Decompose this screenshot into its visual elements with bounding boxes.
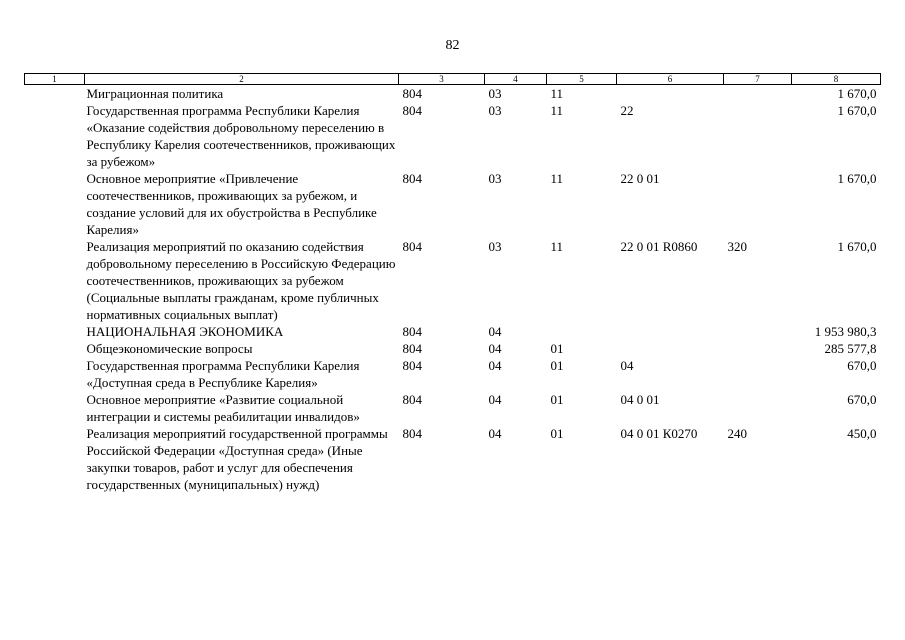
row-col-8: 1 670,0: [837, 239, 877, 254]
column-header-6: 6: [617, 74, 724, 85]
row-name: Государственная программа Республики Карелия «Доступная среда в Республике Карелия»: [86, 358, 360, 390]
row-col-8: 285 577,8: [824, 341, 877, 356]
row-col-5: 01: [550, 426, 564, 441]
row-col-1: [25, 238, 85, 323]
row-col-5: 11: [550, 86, 564, 101]
row-col-3: 804: [402, 171, 422, 186]
row-col-6: 04: [620, 358, 634, 373]
column-header-3: 3: [399, 74, 485, 85]
column-header-2: 2: [85, 74, 399, 85]
row-col-3: 804: [402, 341, 422, 356]
table-row: [25, 85, 881, 103]
row-name: Общеэкономические вопросы: [86, 341, 253, 356]
row-col-7: [724, 85, 792, 103]
row-col-6: 22 0 01 R0860: [620, 239, 698, 254]
row-col-6: 04 0 01 К0270: [620, 426, 698, 441]
row-col-8: 1 670,0: [837, 103, 877, 118]
row-col-6: [617, 340, 724, 357]
row-col-8: 450,0: [847, 426, 877, 441]
row-col-3: 804: [402, 239, 422, 254]
row-col-7: [724, 340, 792, 357]
row-name: Основное мероприятие «Привлечение соотечественников, проживающих за рубежом, и создание условий для их обустройства в Республике Карелия»: [86, 171, 377, 237]
row-col-3: 804: [402, 86, 422, 101]
row-col-8: 670,0: [847, 392, 877, 407]
row-name: НАЦИОНАЛЬНАЯ ЭКОНОМИКА: [86, 324, 284, 339]
row-col-8: 670,0: [847, 358, 877, 373]
row-col-1: [25, 85, 85, 103]
row-name: Миграционная политика: [86, 86, 224, 101]
table-row: [25, 238, 881, 323]
table-row: [25, 357, 881, 391]
row-col-1: [25, 102, 85, 170]
row-col-4: 04: [488, 426, 502, 441]
column-header-1: 1: [25, 74, 85, 85]
row-col-4: 04: [488, 358, 502, 373]
row-col-3: 804: [402, 392, 422, 407]
row-col-3: 804: [402, 103, 422, 118]
column-header-7: 7: [724, 74, 792, 85]
row-col-1: [25, 425, 85, 493]
row-col-1: [25, 170, 85, 238]
table-row: [25, 391, 881, 425]
column-header-5: 5: [547, 74, 617, 85]
row-col-3: 804: [402, 358, 422, 373]
row-col-8: 1 670,0: [837, 171, 877, 186]
row-col-6: [617, 323, 724, 340]
table-row: [25, 323, 881, 340]
page-number: 82: [445, 38, 460, 53]
row-col-3: 804: [402, 324, 422, 339]
row-col-1: [25, 357, 85, 391]
row-col-4: 04: [488, 341, 502, 356]
row-col-7: [724, 102, 792, 170]
row-col-1: [25, 340, 85, 357]
row-col-5: 01: [550, 358, 564, 373]
row-col-6: 04 0 01: [620, 392, 660, 407]
row-col-4: 03: [488, 86, 502, 101]
row-col-7: [724, 357, 792, 391]
row-col-6: [617, 85, 724, 103]
table-body: [25, 85, 881, 494]
row-name: Основное мероприятие «Развитие социальной интеграции и системы реабилитации инвалидов»: [86, 392, 360, 424]
row-col-1: [25, 323, 85, 340]
row-col-3: 804: [402, 426, 422, 441]
table-row: [25, 170, 881, 238]
column-header-8: 8: [792, 74, 881, 85]
row-col-7: [724, 170, 792, 238]
row-col-5: 11: [550, 171, 564, 186]
row-col-6: 22: [620, 103, 634, 118]
row-col-1: [25, 391, 85, 425]
row-col-4: 04: [488, 392, 502, 407]
row-name: Реализация мероприятий государственной программы Российской Федерации «Доступная среда» (Иные закупки товаров, работ и услуг для обеспечения государственных (муниципальных) нужд): [86, 426, 388, 492]
column-number-header-row: [25, 74, 881, 85]
row-col-4: 04: [488, 324, 502, 339]
row-col-5: [547, 323, 617, 340]
row-col-5: 11: [550, 103, 564, 118]
row-col-7: 240: [727, 426, 747, 441]
row-name: Реализация мероприятий по оказанию содействия добровольному переселению в Российскую Федерацию соотечественников, проживающих за рубежом (Социальные выплаты гражданам, кроме публичных нормативных социальных выплат): [86, 239, 396, 322]
row-col-8: 1 670,0: [837, 86, 877, 101]
row-col-8: 1 953 980,3: [814, 324, 877, 339]
budget-table: [24, 73, 881, 493]
column-header-4: 4: [485, 74, 547, 85]
row-col-5: 01: [550, 341, 564, 356]
row-col-4: 03: [488, 103, 502, 118]
table-row: [25, 102, 881, 170]
row-col-6: 22 0 01: [620, 171, 660, 186]
row-col-5: 11: [550, 239, 564, 254]
table-row: [25, 340, 881, 357]
row-name: Государственная программа Республики Карелия «Оказание содействия добровольному переселению в Республику Карелия соотечественников, проживающих за рубежом»: [86, 103, 396, 169]
row-col-7: [724, 391, 792, 425]
row-col-5: 01: [550, 392, 564, 407]
row-col-4: 03: [488, 239, 502, 254]
row-col-7: 320: [727, 239, 747, 254]
table-row: [25, 425, 881, 493]
row-col-4: 03: [488, 171, 502, 186]
row-col-7: [724, 323, 792, 340]
